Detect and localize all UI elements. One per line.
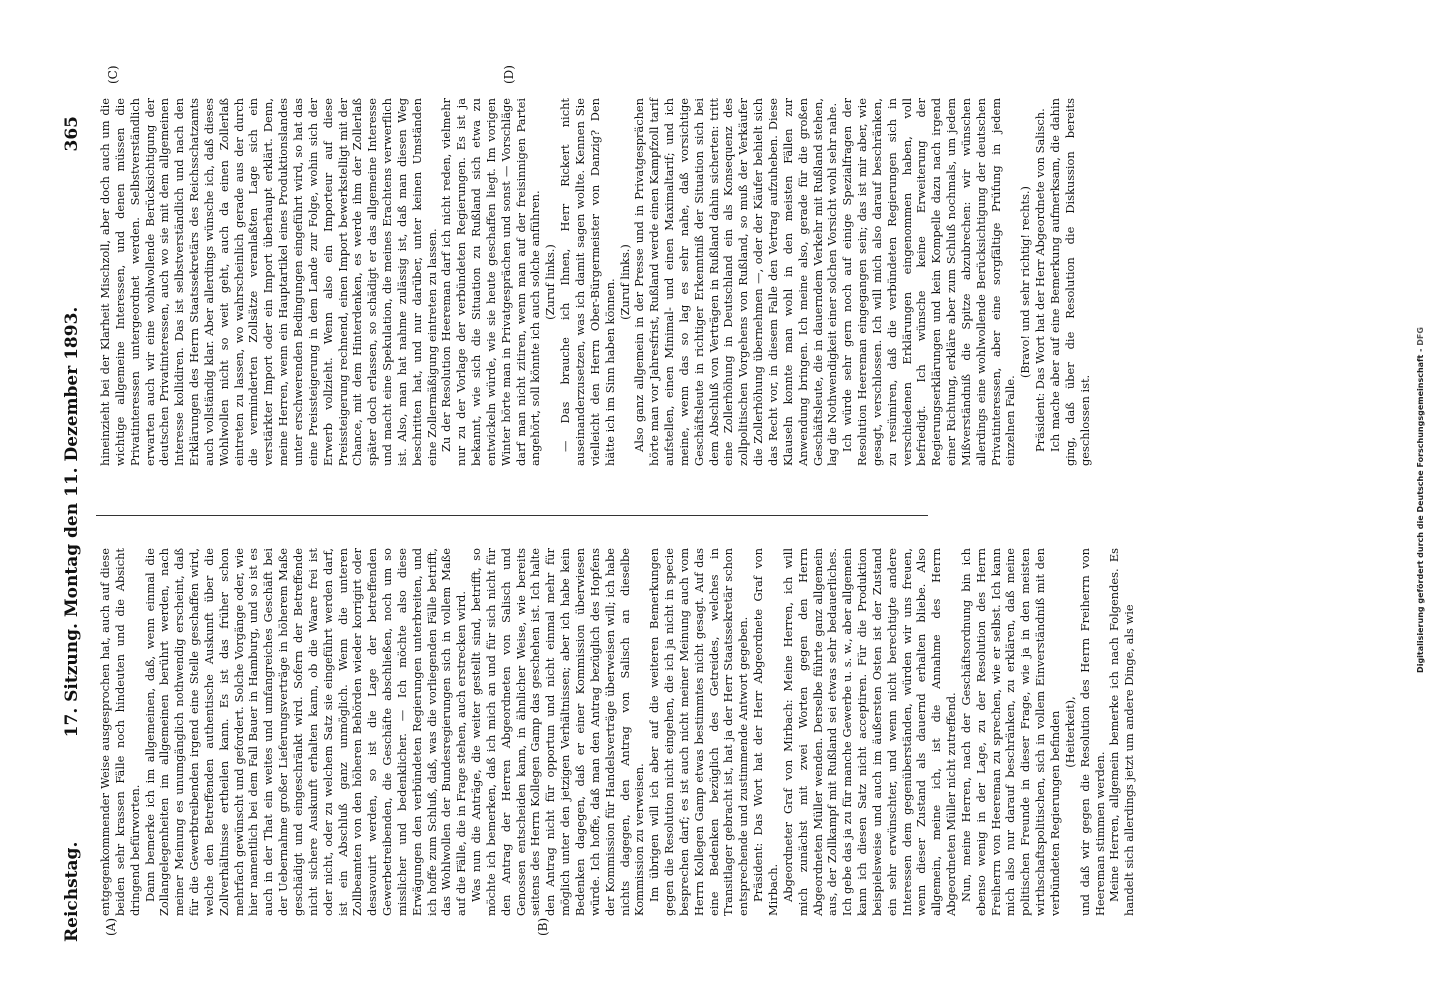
speaker-paragraph: Präsident: Das Wort hat der Herr Abgeordnete Graf von Mirbach.: [751, 548, 780, 916]
paragraph: — Das brauche ich Ihnen, Herr Rickert nicht auseinanderzusetzen, was ich damit sagen wollte. Kennen Sie vielleicht den Herrn Ober-Bürgermeister von Danzig? Den hätte ich im Sinn haben können.: [558, 98, 617, 466]
margin-marker-d: (D): [502, 65, 516, 84]
paragraph: entgegenkommender Weise ausgesprochen hat, auch auf diese beiden sehr krassen Fälle noch hindeuten und die Absicht dringend befürworten.: [98, 548, 142, 916]
header-center: 17. Sitzung. Montag den 11. Dezember 1893.: [62, 306, 82, 738]
header-left: Reichstag.: [62, 841, 82, 942]
paragraph: hineinzieht bei der Klarheit Mischzoll, aber doch auch um die wichtige allgemeine Interessen, und denen müssen die Privatinteressen untergeordnet werden. Selbstverständlich erwarten auch wir eine wohlwollende Berücksichtigung der deutschen Privatinteressen, auch wo sie mit dem allgemeinen Interesse kollidiren. Das ist selbstverständlich und nach den Erklärungen des Herrn Staatssekretärs des Reichsschatzamts auch vollständig klar. Aber allerdings wünsche ich, daß dieses Wohlwollen nicht so weit geht, auch da einen Zollerlaß eintreten zu lassen, wo wahrscheinlich gerade aus der durch die verminderten Zollsätze veranlaßten Lage sich ein verstärkter Import oder ein Import überhaupt erklärt. Denn, meine Herren, wenn ein Hauptartikel eines Produktionslandes unter erschwerenden Bedingungen eingeführt wird, so hat das eine Preissteigerung in dem Lande zur Folge, wohin sich der Erwerb vollzieht. Wenn also ein Importeur auf diese Preissteigerung rechnend, einen Import bewerkstelligt mit der Chance, mit dem Hinterdenken, es werde ihm der Zollerlaß später doch erlassen, so schädigt er das allgemeine Interesse und macht eine Spekulation, die meines Erachtens verwerflich ist. Also, man hat nahme zulässig ist, daß man diesen Weg beschritten hat, und nur darüber, unter keinen Umständen eine Zollermäßigung eintreten zu lassen.: [98, 98, 439, 466]
speaker-paragraph: Präsident: Das Wort hat der Herr Abgeordnete von Salisch.: [1033, 108, 1048, 452]
paragraph: Ich mache aber auf eine Bemerkung aufmerksam, die dahin ging, daß über die Resolution die Diskussion bereits geschlossen ist.: [1048, 98, 1092, 466]
paragraph: Ich würde sehr gern noch auf einige Spezialfragen der Resolution Heereman eingegangen sein; das ist mir aber, wie gesagt, verschlossen. Ich will mich also darauf beschränken, zu resümiren, daß die verbündeten Regierungen sich in verschiedenen Erklärungen eingenommen haben, voll befriedigt. Ich wünsche keine Erweiterung der Regierungserklärungen und kein Kompelle dazu nach irgend einer Richtung, erkläre aber zum Schluß nochmals, um jedem Mißverständniß die Spitze abzubrechen: wir wünschen allerdings eine wohlwollende Berücksichtigung der deutschen Privatinteressen, aber eine sorgfältige Prüfung in jedem einzelnen Falle.: [840, 98, 1018, 466]
paragraph: und daß wir gegen die Resolution des Herrn Freiherrn von Heereman stimmen werden.: [1077, 548, 1107, 916]
interjection: (Heiterkeit),: [1062, 696, 1077, 768]
margin-marker-c: (C): [106, 65, 120, 84]
page-number: 365: [62, 116, 82, 152]
margin-marker-a: (A): [104, 917, 118, 936]
dfg-logo: DFG: [1416, 327, 1425, 346]
page-header: [62, 116, 88, 942]
left-column: [98, 548, 1137, 916]
paragraph: Dann bemerke ich im allgemeinen, daß, wenn einmal die Zollangelegenheiten im allgemeinen berührt werden, nach meiner Meinung es unumgänglich nothwendig erscheint, daß für die Gewerbtreibenden irgend eine Stelle geschaffen wird, welche den Betreffenden authentische Auskunft über die Zollverhältnisse ertheilen kann. Es ist das früher schon mehrfach gewünscht und gefordert. Solche Vorgänge oder, wie hier namentlich bei dem Fall Bauer in Hamburg, und so ist es auch in der That ein weites und umfangreiches Geschäft bei der Uebernahme großer Lieferungsverträge in höherem Maße geschädigt und eingeschränkt wird. Sofern der Betreffende nicht sichere Auskunft erhalten kann, ob die Waare frei ist oder nicht, oder zu welchem Satz sie eingeführt werden darf, ist ein Abschluß ganz unmöglich. Wenn die unteren Zollbeamten von den höheren Behörden wieder korrigirt oder desavouirt werden, so ist die Lage der betreffenden Gewerbetreibenden, die Geschäfte abschließen, noch um so misslicher und bedenklicher. — Ich möchte also diese Erwägungen den verbündeten Regierungen unterbreiten, und ich hoffe zum Schluß, daß, was die vorliegenden Fälle betrifft, das Wohlwollen der Bundesregierungen sich in vollem Maße auf die Fälle, die in Frage stehen, auch erstrecken wird.: [142, 548, 469, 916]
paragraph: Zu der Resolution Heereman darf ich nicht reden, vielmehr nur zu der Vorlage der verbündeten Regierungen. Es ist ja bekannt, wie sich die Situation zu Rußland sich etwa zu entwickeln würde, wie sie heute geschaffen liegt. Im vorigen Winter hörte man in Privatgesprächen und sonst — Vorschläge darf man nicht zitiren, wenn man auf der freisinnigen Partei angehört, soll könnte ich auch solche anführen.: [439, 98, 543, 466]
right-column: [98, 98, 1093, 466]
credit-text: Digitalisierung gefördert durch die Deutsche Forschungsgemeinschaft -: [1416, 348, 1425, 673]
interjection: (Zuruf links.): [543, 244, 558, 320]
interjection: (Bravo! und sehr richtig! rechts.): [1018, 185, 1033, 379]
paragraph: Also ganz allgemein in der Presse und in Privatgesprächen hörte man vor Jahresfrist, Rußland werde einen Kampfzoll tarif aufstellen, einen Minimal- und einen Maximaltarif; und ich meine, wenn das so lag es sehr nahe, daß vorsichtige Geschäftsleute in richtiger Erkenntniß der Situation sich bei dem Abschluß von Verträgen in Rußland dahin sicherten: tritt eine Zollerhöhung in Deutschland ein als Konsequenz des zollpolitischen Vorgehens von Rußland, so muß der Verkäufer die Zollerhöhung übernehmen —, oder der Käufer behielt sich das Recht vor, in diesem Falle den Vertrag aufzuheben. Diese Klauseln konnte man wohl in den meisten Fällen zur Anwendung bringen. Ich meine also, gerade für die großen Geschäftsleute, die in dauerndem Verkehr mit Rußland stehen, lag die Nothwendigkeit einer solchen Vorsicht wohl sehr nahe.: [632, 98, 840, 466]
paragraph: Nun, meine Herren, nach der Geschäftsordnung bin ich ebenso wenig in der Lage, zu der Resolution des Herrn Freiherrn von Heereman zu sprechen, wie er selbst. Ich kann mich also nur darauf beschränken, zu erklären, daß meine politischen Freunde in dieser Frage, wie ja in den meisten wirthschaftspolitischen, sich in vollem Einverständniß mit den verbündeten Regierungen befinden: [958, 548, 1062, 916]
digitization-credit: [1416, 0, 1430, 1000]
column-divider: [96, 515, 928, 516]
interjection: (Zuruf links.): [617, 244, 632, 320]
speech-paragraph: Abgeordneter Graf von Mirbach: Meine Herren, ich will mich zunächst mit zwei Worten gegen den Herrn Abgeordneten Müller wenden. Derselbe führte ganz allgemein aus, der Zollkampf mit Rußland sei etwas sehr bedauerliches. Ich gebe das ja zu für manche Gewerbe u. s. w., aber allgemein kann ich diesen Satz nicht acceptiren. Für die Produktion beispielsweise und auch im äußersten Osten ist der Zustand ein sehr erwünschter, und wenn nicht berechtigte andere Interessen dem gegenüberständen, würden wir uns freuen, wenn dieser Zustand als dauernd erhalten bliebe. Also allgemein, meine ich, ist die Annahme des Herrn Abgeordneten Müller nicht zutreffend.: [780, 548, 959, 916]
paragraph: Was nun die Anträge, die weiter gestellt sind, betrifft, so möchte ich bemerken, daß ich mich an und für sich nicht für den Antrag der Herren Abgeordneten von Salisch und Genossen entscheiden kann, in ähnlicher Weise, wie bereits seitens des Herrn Kollegen Gamp das geschehen ist. Ich halte den Antrag nicht für opportun und nicht einmal mehr für möglich unter den jetzigen Verhältnissen; aber ich habe kein Bedenken dagegen, daß er einer Kommission überwiesen würde. Ich hoffe, daß man den Antrag bezüglich des Hopfens der Kommission für Handelsverträge überweisen will; ich habe nichts dagegen, den Antrag von Salisch an dieselbe Kommission zu verweisen.: [469, 548, 647, 916]
paragraph: Im übrigen will ich aber auf die weiteren Bemerkungen gegen die Resolution nicht eingehen, die ich ja nicht in specie besprechen darf; es ist auch nicht meiner Meinung auch vom Herrn Kollegen Gamp etwas bestimmtes nicht gesagt. Auf das eine Bedenken bezüglich des Getreides, welches in Transitlager gebracht ist, hat ja der Herr Staatssekretär schon entsprechende und zustimmende Antwort gegeben.: [647, 548, 751, 916]
margin-marker-b: (B): [536, 917, 550, 936]
paragraph: Meine Herren, allgemein bemerke ich nach Folgendes. Es handelt sich allerdings jetzt um andere Dinge, als wie: [1107, 548, 1137, 916]
